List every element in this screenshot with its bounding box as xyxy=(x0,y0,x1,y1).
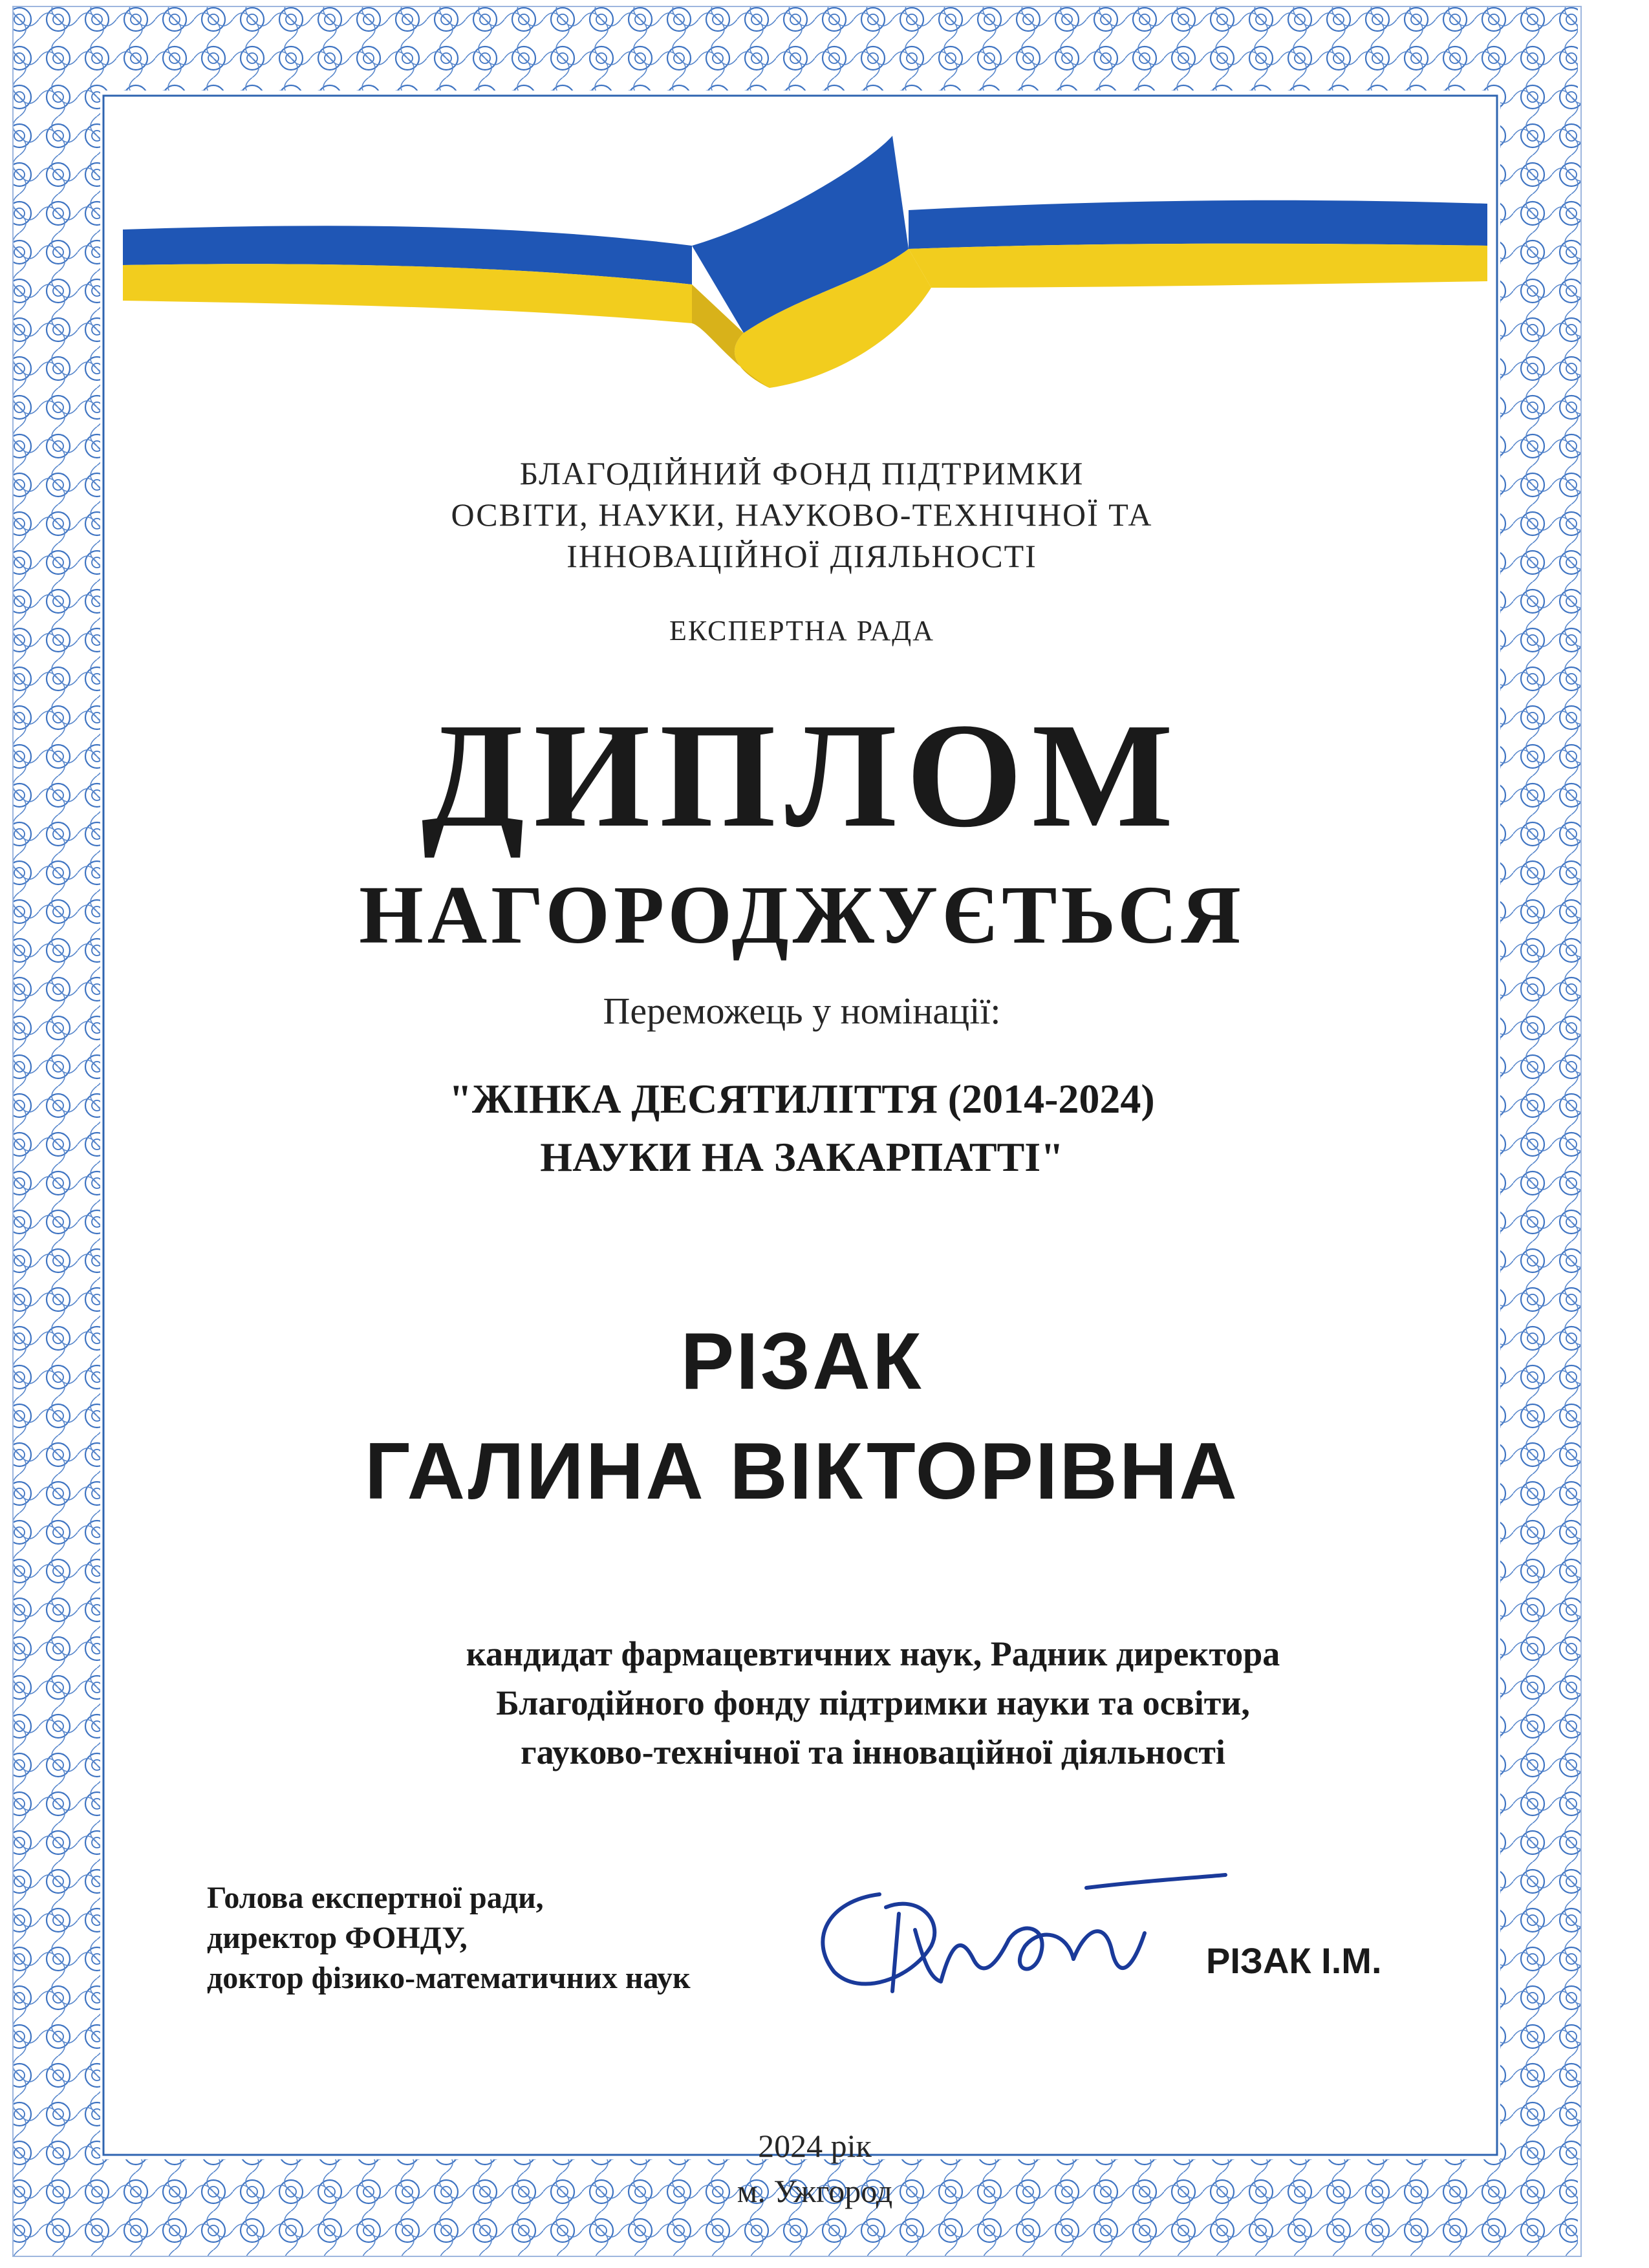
signatory-title xyxy=(207,1878,691,1998)
recipient-position-line-1: кандидат фармацевтичних наук, Радник директора xyxy=(466,1634,1280,1673)
recipient-position-line-2: Благодійного фонду підтримки науки та освіти, xyxy=(496,1684,1250,1722)
expert-council-label: ЕКСПЕРТНА РАДА xyxy=(669,615,934,647)
issue-year: 2024 рік xyxy=(758,2128,872,2164)
nomination-line-2: НАУКИ НА ЗАКАРПАТТІ" xyxy=(540,1134,1064,1180)
organization-line-3: ІННОВАЦІЙНОЇ ДІЯЛЬНОСТІ xyxy=(566,538,1037,574)
recipient-name: ГАЛИНА ВІКТОРІВНА xyxy=(365,1427,1239,1516)
ukrainian-flag-ribbon xyxy=(123,126,1494,404)
recipient-surname: РІЗАК xyxy=(680,1317,923,1406)
organization-line-1: БЛАГОДІЙНИЙ ФОНД ПІДТРИМКИ xyxy=(519,455,1084,491)
recipient-position-line-3: гауково-технічної та інноваційної діяльності xyxy=(521,1733,1225,1771)
recipient-position xyxy=(71,1629,1649,1777)
winner-label: Переможець у номінації: xyxy=(603,990,1001,1032)
organization-name xyxy=(0,453,1604,577)
diploma-title: ДИПЛОМ xyxy=(421,692,1183,859)
signatory-line-1: Голова експертної ради, xyxy=(207,1881,544,1915)
organization-line-2: ОСВІТИ, НАУКИ, НАУКОВО-ТЕХНІЧНОЇ ТА xyxy=(451,497,1153,533)
handwritten-signature xyxy=(802,1868,1229,2017)
issue-city: м. Ужгород xyxy=(737,2173,893,2209)
nomination-title xyxy=(0,1070,1604,1186)
signatory-line-2: директор ФОНДУ, xyxy=(207,1921,468,1955)
awarded-heading: НАГОРОДЖУЄТЬСЯ xyxy=(359,869,1245,961)
signatory-name: РІЗАК І.М. xyxy=(1206,1940,1382,1981)
nomination-line-1: "ЖІНКА ДЕСЯТИЛІТТЯ (2014-2024) xyxy=(449,1076,1155,1122)
signatory-line-3: доктор фізико-математичних наук xyxy=(207,1961,691,1995)
